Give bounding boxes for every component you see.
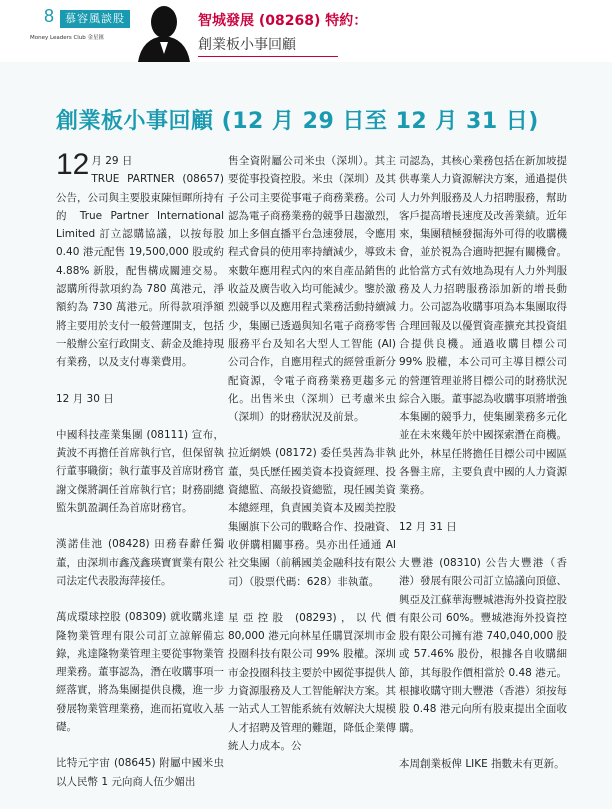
paragraph: 售全資附屬公司米虫（深圳）。其主要從事投資控股。米虫（深圳）及其子公司主要從事電子商務業務。公司認為電子商務業務的競爭日趨激烈，加上多個直播平台急速發展，令應用程式會員的使用率持續減少，導致未來數年應用程式內的來自產品銷售的收益及廣告收入均可能減少。鑒於激烈競爭以及應用程式業務活動持續減少，集團已透過與知名電子商務零售服務平台及知名大型人工智能 (AI) 公司合作，自應用程式的經營重新分配資源，令電子商務業務更趨多元化。出售米虫（深圳）已考慮米虫（深圳）的財務狀況及前景。: [228, 155, 396, 424]
portrait-silhouette-icon: [138, 2, 190, 62]
text-column-3: [399, 152, 567, 791]
dropcap-month: 12: [56, 148, 90, 181]
text-column-1: [56, 148, 224, 809]
sponsor-subtitle: 創業板小事回顧: [198, 37, 296, 53]
paragraph: 比特元宇宙 (08645) 附屬中國米虫以人民幣 1 元向商人伍少媚出: [56, 757, 224, 788]
paragraph: 大豐港 (08310) 公告大豐港（香港）發展有限公司訂立協議向頂億、興亞及江蘇華海豐城港海外投資控股有限公司 60%。豐城港海外投資控股有限公司擁有港 740,040,000 股或 57.46% 股份，根據各自收購細節，其每股作價相當於 0.48 港元。根據收購守則大豐港（香港）須按每股 0.48 港元向所有股東提出全面收購。: [399, 556, 567, 734]
sponsor-title: 智城發展 (08268) 特約：: [198, 13, 368, 29]
column-name-bar: 慕容風談股: [60, 10, 130, 28]
paragraph: 漢諾佳池 (08428) 田務春辭任獨董，由深圳市鑫茂鑫瑛寶實業有限公司法定代表股海萍接任。: [56, 538, 224, 587]
paragraph: 本周創業板俾 LIKE 指數未有更新。: [399, 757, 565, 770]
lead-paragraph: [56, 148, 224, 372]
dropcap-day: 月 29 日: [91, 155, 133, 167]
paragraph: 中國科技產業集團 (08111) 宣布，黃波不再擔任首席執行官，但保留執行董事職銜；執行董事及首席財務官謝文傑將調任首席執行官；財務副總監朱凱盈調任為首席財務官。: [56, 428, 224, 515]
paragraph: 星亞控股 (08293)，以代價 80,000 港元向林星任購買深圳市金投圈科技有限公司 99% 股權。深圳市金投圈科技主要於中國從事提供人力資源服務及人工智能解決方案。其一站式人工智能系統有效解決大規模人才招聘及管理的難題，降低企業傳統人力成本。公: [228, 611, 396, 752]
column-subtitle: Money Leaders Club 金星匯: [30, 35, 105, 41]
date-heading-dec31: 12 月 31 日: [399, 520, 457, 533]
paragraph: 司認為，其核心業務包括在新加坡提供專業人力資源解決方案，通過提供人力外判服務及人力招聘服務，幫助客戶提高增長速度及改善業績。近年來，集團積極發掘海外可得的收購機會，並於視為合適時把握有關機會。此恰當方式有效地為現有人力外判服務及人力招聘服務添加新的增長動力。公司認為收購事項為本集團取得合理回報及以優質資產擴充其投資組合提供良機。通過收購目標公司 99% 股權，本公司可主導目標公司的營運管理並將目標公司的財務狀況綜合入賬。董事認為收購事項將增強本集團的競爭力，使集團業務多元化並在未來幾年於中國探索潛在商機。此外，林星任將擔任目標公司中國區各譽主席，主要負責中國的人力資源業務。: [399, 155, 567, 497]
sponsor-underline: [198, 56, 338, 57]
paragraph: 拉近網娛 (08172) 委任吳茜為非執董，吳氏歷任國美資本投資經理、投資總監、高級投資總監，現任國美資本總經理，負責國美資本及國美控股集團旗下公司的戰略合作、投融資、收併購相關事務。吳亦出任通通 AI 社交集團（前稱國美金融科技有限公司）（股票代碼：628）非執董。: [228, 447, 396, 588]
page-number: 8: [44, 6, 55, 26]
article-headline: 創業板小事回顧 (12 月 29 日至 12 月 31 日): [56, 109, 539, 134]
date-heading-dec30: 12 月 30 日: [56, 392, 114, 405]
text-column-2: [228, 152, 396, 773]
lead-paragraph-text: TRUE PARTNER (08657) 公告，公司與主要股東陳恒暉所持有的 True Partner International Limited 訂立認購協議，以按每股 0.40 港元配售 19,500,000 股或約 4.88% 新股，配售構成關連交易。認購所得款項約為 780 萬港元，淨額約為 730 萬港元。所得款項淨額將主要用於支付一般營運開支，包括一般辦公室行政開支、薪金及維持現有業務，以及支付專業費用。: [56, 173, 224, 369]
masthead: [0, 0, 612, 62]
paragraph: 萬成環球控股 (08309) 就收購兆達隆物業管理有限公司訂立諒解備忘錄，兆達隆物業管理主要從事物業管理業務。董事認為，潛在收購事項一經落實，將為集團提供良機，進一步發展物業管理業務，進而拓寬收入基礎。: [56, 611, 224, 734]
